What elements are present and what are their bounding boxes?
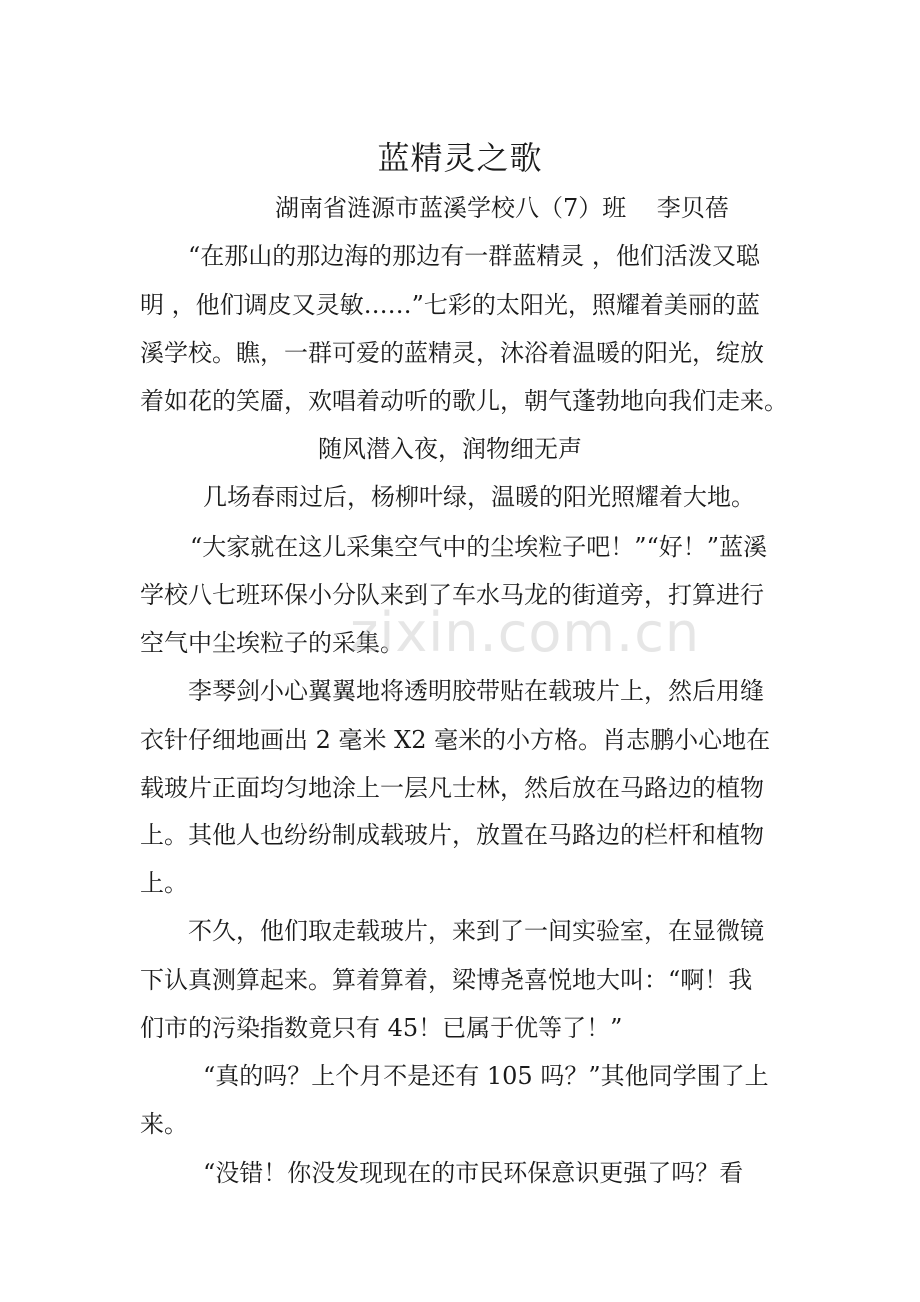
paragraph-line: 衣针仔细地画出 2 毫米 X2 毫米的小方格。肖志鹏小心地在 xyxy=(140,726,771,754)
paragraph-line: 着如花的笑靥，欢唱着动听的歌儿，朝气蓬勃地向我们走来。 xyxy=(140,387,788,415)
paragraph-line: 载玻片正面均匀地涂上一层凡士林，然后放在马路边的植物 xyxy=(140,774,764,802)
paragraph-line: 上。其他人也纷纷制成载玻片，放置在马路边的栏杆和植物 xyxy=(140,821,764,849)
paragraph-line: 学校八七班环保小分队来到了车水马龙的街道旁，打算进行 xyxy=(140,581,764,609)
paragraph-line: “在那山的那边海的那边有一群蓝精灵 ，他们活泼又聪 xyxy=(188,242,760,270)
section-subheading: 随风潜入夜，润物细无声 xyxy=(318,435,582,463)
watermark: zixin.com.cn xyxy=(350,601,701,664)
paragraph-line: 下认真测算起来。算着算着，梁博尧喜悦地大叫：“啊！我 xyxy=(140,966,753,994)
document-title: 蓝精灵之歌 xyxy=(377,139,543,177)
paragraph-line: 溪学校。瞧，一群可爱的蓝精灵，沐浴着温暖的阳光，绽放 xyxy=(140,339,764,367)
paragraph-line: 不久，他们取走载玻片，来到了一间实验室，在显微镜 xyxy=(188,917,764,945)
paragraph-line: 上。 xyxy=(140,869,188,897)
paragraph-line: 空气中尘埃粒子的采集。 xyxy=(140,629,404,657)
paragraph-line: 几场春雨过后，杨柳叶绿，温暖的阳光照耀着大地。 xyxy=(203,483,755,511)
author-line: 湖南省涟源市蓝溪学校八（7）班 李贝蓓 xyxy=(275,194,729,222)
paragraph-line: “真的吗？上个月不是还有 105 吗？”其他同学围了上 xyxy=(203,1062,769,1090)
paragraph-line: 明 ，他们调皮又灵敏……”七彩的太阳光，照耀着美丽的蓝 xyxy=(140,291,760,319)
paragraph-line: 李琴剑小心翼翼地将透明胶带贴在载玻片上，然后用缝 xyxy=(188,677,764,705)
paragraph-line: 来。 xyxy=(140,1110,188,1138)
paragraph-line: “大家就在这儿采集空气中的尘埃粒子吧！”“好！”蓝溪 xyxy=(190,533,768,561)
paragraph-line: 们市的污染指数竟只有 45！已属于优等了！” xyxy=(140,1014,623,1042)
paragraph-line: “没错！你没发现现在的市民环保意识更强了吗？看 xyxy=(203,1159,744,1187)
